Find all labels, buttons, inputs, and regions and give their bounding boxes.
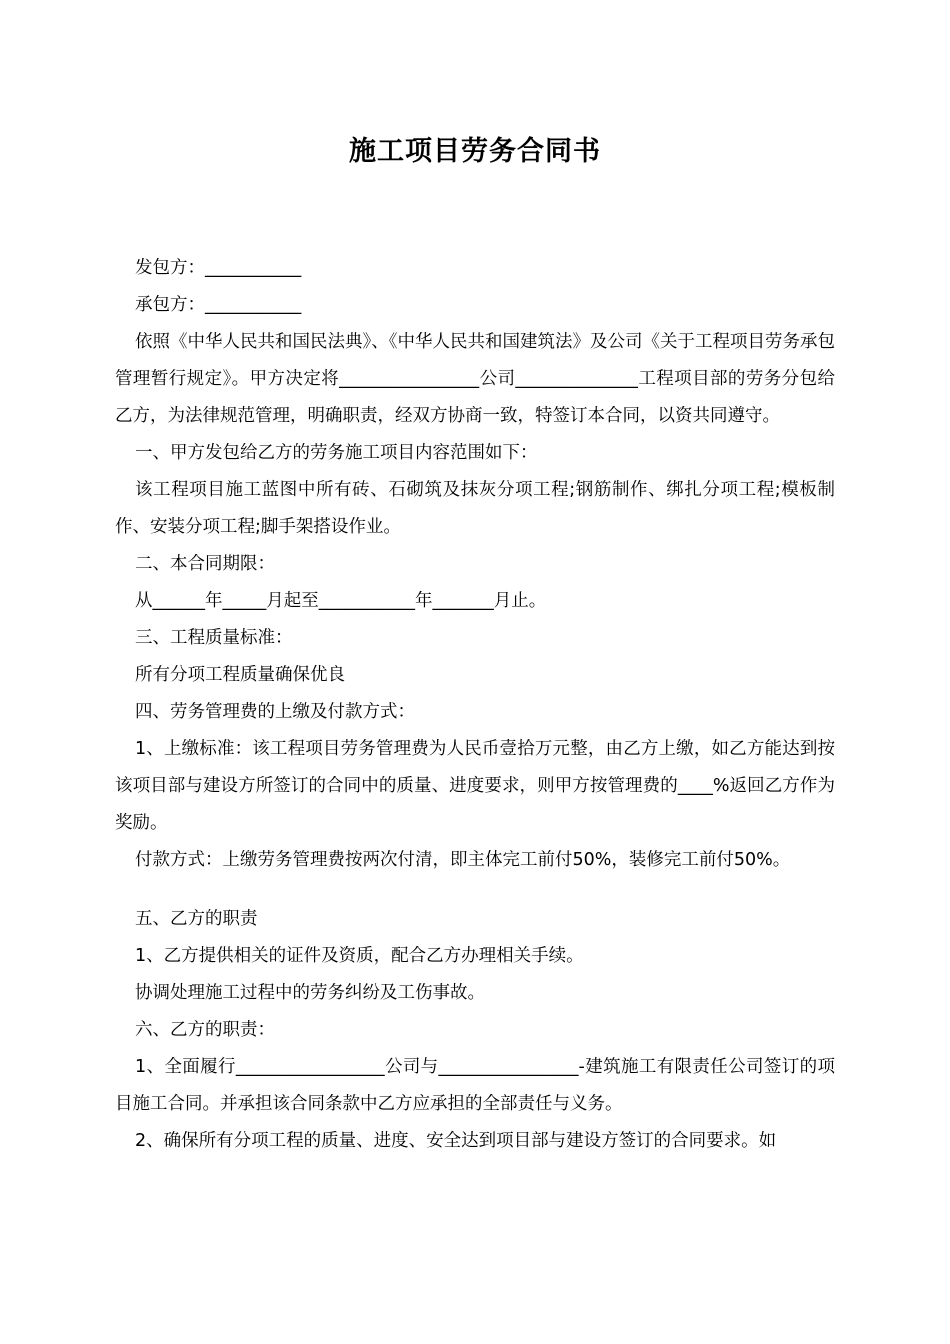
- paragraph: 1、上缴标准：该工程项目劳务管理费为人民币壹拾万元整，由乙方上缴，如乙方能达到按该项目部与建设方所签订的合同中的质量、进度要求，则甲方按管理费的____%返回乙方作为奖励。: [115, 739, 835, 833]
- party-b-line: 承包方：___________: [135, 295, 302, 315]
- paragraph: 从______年_____月起至___________年_______月止。: [135, 591, 547, 611]
- paragraph: 协调处理施工过程中的劳务纠纷及工伤事故。: [135, 983, 485, 1003]
- document-body: [115, 250, 835, 1160]
- section-heading: 六、乙方的职责：: [135, 1020, 275, 1040]
- section-heading: 一、甲方发包给乙方的劳务施工项目内容范围如下：: [135, 443, 538, 463]
- paragraph: 1、乙方提供相关的证件及资质，配合乙方办理相关手续。: [135, 946, 584, 966]
- section-heading: 二、本合同期限：: [135, 554, 275, 574]
- spacer: [115, 879, 835, 901]
- paragraph: 该工程项目施工蓝图中所有砖、石砌筑及抹灰分项工程;钢筋制作、绑扎分项工程;模板制作、安装分项工程;脚手架搭设作业。: [115, 480, 835, 537]
- paragraph: 2、确保所有分项工程的质量、进度、安全达到项目部与建设方签订的合同要求。如: [135, 1131, 777, 1151]
- preamble-paragraph: 依照《中华人民共和国民法典》、《中华人民共和国建筑法》及公司《关于工程项目劳务承包管理暂行规定》。甲方决定将________________公司______________工程项目部的劳务分包给乙方，为法律规范管理，明确职责，经双方协商一致，特签订本合同，以资共同遵守。: [115, 332, 835, 426]
- document-title: 施工项目劳务合同书: [349, 136, 601, 167]
- paragraph: 1、全面履行_________________公司与________________-建筑施工有限责任公司签订的项目施工合同。并承担该合同条款中乙方应承担的全部责任与义务。: [115, 1057, 835, 1114]
- section-heading: 三、工程质量标准：: [135, 628, 293, 648]
- section-heading: 五、乙方的职责: [135, 909, 258, 929]
- paragraph: 所有分项工程质量确保优良: [135, 665, 345, 685]
- paragraph: 付款方式：上缴劳务管理费按两次付清，即主体完工前付50%，装修完工前付50%。: [135, 850, 791, 870]
- section-heading: 四、劳务管理费的上缴及付款方式：: [135, 702, 415, 722]
- party-a-line: 发包方：___________: [135, 258, 302, 278]
